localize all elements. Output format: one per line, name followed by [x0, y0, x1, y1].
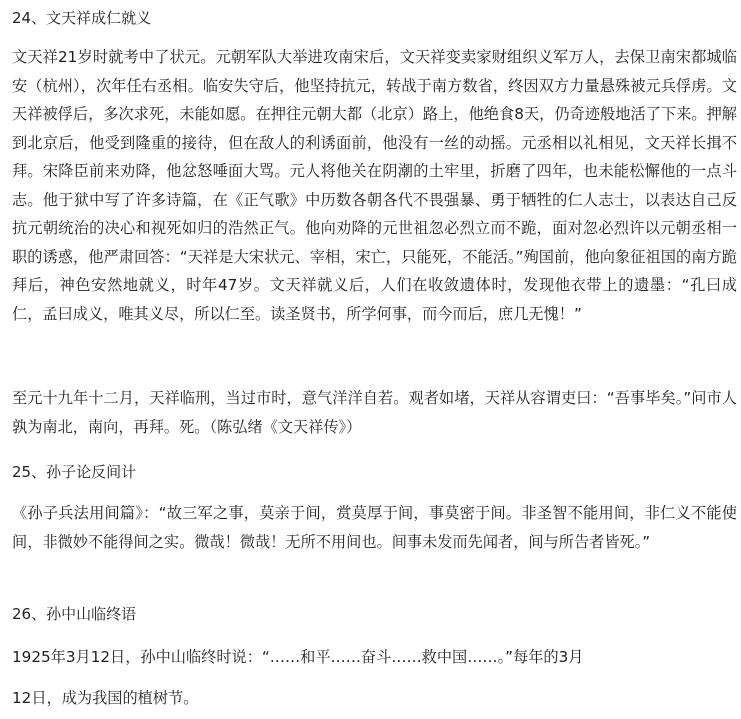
section-25-paragraph-1: 《孙子兵法用间篇》：“故三军之事，莫亲于间，赏莫厚于间，事莫密于间。非圣智不能用间，非仁义不能使间，非微妙不能得间之实。微哉！微哉！无所不用间也。间事未发而先闻者，间与所告者皆死。” [12, 504, 737, 551]
section-26-paragraph-1: 1925年3月12日，孙中山临终时说：“……和平……奋斗……救中国……。”每年的3月 [12, 648, 584, 666]
section-26-paragraph-2: 12日，成为我国的植树节。 [12, 689, 199, 707]
section-heading-26: 26、孙中山临终语 [12, 605, 137, 623]
section-24-paragraph-2: 至元十九年十二月，天祥临刑，当过市时，意气洋洋自若。观者如堵，天祥从容谓吏曰：“吾事毕矣。”问市人孰为南北，南向，再拜。死。（陈弘绪《文天祥传》） [12, 389, 737, 436]
section-heading-24: 24、文天祥成仁就义 [12, 9, 152, 27]
section-heading-25: 25、孙子论反间计 [12, 463, 137, 481]
section-24-paragraph-1: 文天祥21岁时就考中了状元。元朝军队大举进攻南宋后，文天祥变卖家财组织义军万人，去保卫南宋都城临安（杭州），次年任右丞相。临安失守后，他坚持抗元，转战于南方数省，终因双方力量悬殊被元兵俘虏。文天祥被俘后，多次求死，未能如愿。在押往元朝大都（北京）路上，他绝食8天，仍奇迹般地活了下来。押解到北京后，他受到隆重的接待，但在敌人的利诱面前，他没有一丝的动摇。元丞相以礼相见，文天祥长揖不拜。宋降臣前来劝降，他忿怒唾面大骂。元人将他关在阴潮的土牢里，折磨了四年，也未能松懈他的一点斗志。他于狱中写了许多诗篇，在《正气歌》中历数各朝各代不畏强暴、勇于牺牲的仁人志士，以表达自己反抗元朝统治的决心和视死如归的浩然正气。他向劝降的元世祖忽必烈立而不跪，面对忽必烈许以元朝丞相一职的诱惑，他严肃回答：“天祥是大宋状元、宰相，宋亡，只能死，不能活。”殉国前，他向象征祖国的南方跪拜后，神色安然地就义，时年47岁。文天祥就义后，人们在收敛遗体时，发现他衣带上的遗墨：“孔曰成仁，孟曰成义，唯其义尽，所以仁至。读圣贤书，所学何事，而今而后，庶几无愧！” [12, 48, 737, 323]
